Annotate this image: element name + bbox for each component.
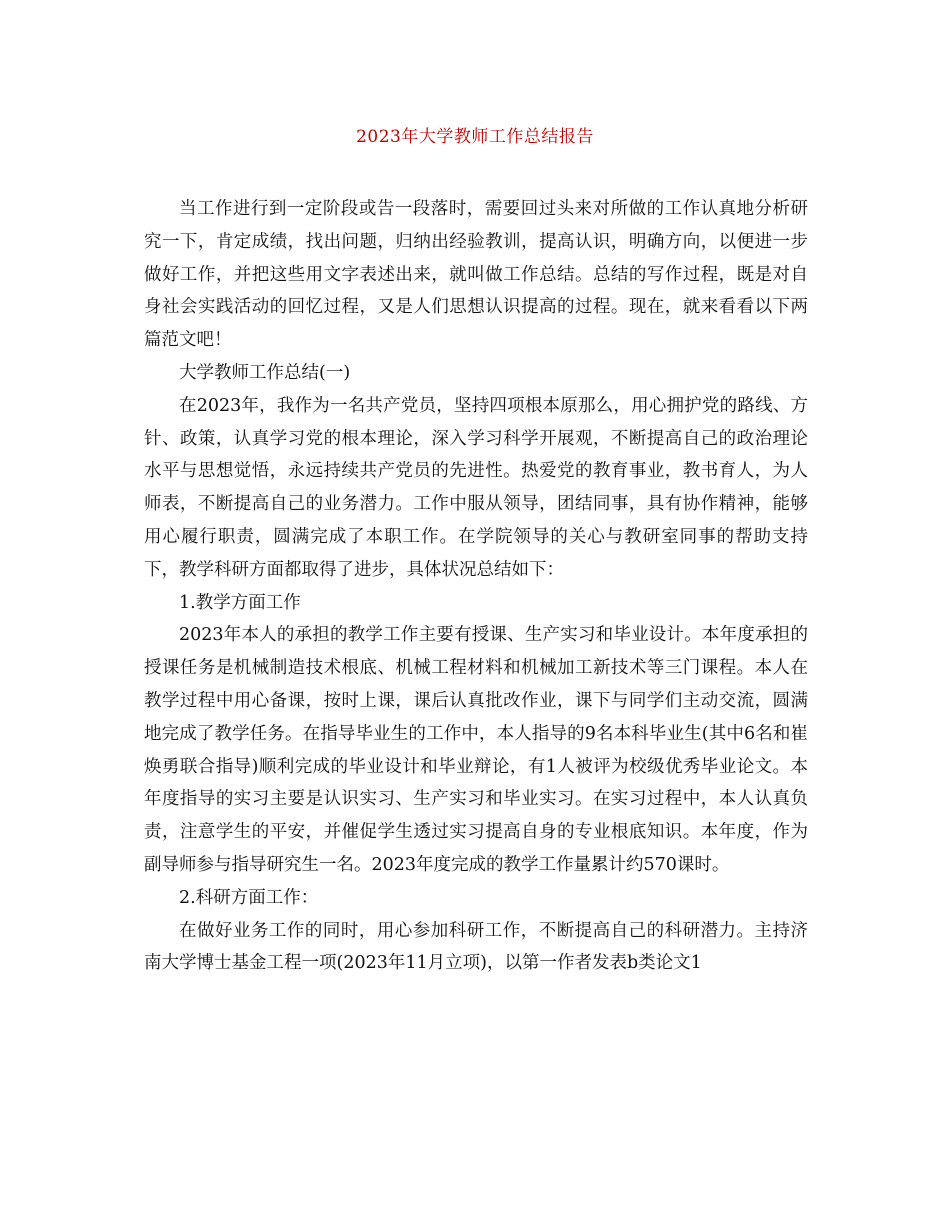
document-body (144, 193, 808, 980)
document-title: 2023年大学教师工作总结报告 (356, 127, 594, 147)
intro-paragraph: 当工作进行到一定阶段或告一段落时，需要回过头来对所做的工作认真地分析研究一下，肯定成绩，找出问题，归纳出经验教训，提高认识，明确方向，以便进一步做好工作，并把这些用文字表述出来，就叫做工作总结。总结的写作过程，既是对自身社会实践活动的回忆过程，又是人们思想认识提高的过程。现在，就来看看以下两篇范文吧！ (144, 199, 808, 351)
section-heading-research: 2.科研方面工作： (179, 887, 319, 908)
paragraph-research: 在做好业务工作的同时，用心参加科研工作，不断提高自己的科研潜力。主持济南大学博士基金工程一项(2023年11月立项)，以第一作者发表b类论文1 (144, 920, 808, 974)
paragraph-teaching: 2023年本人的承担的教学工作主要有授课、生产实习和毕业设计。本年度承担的授课任务是机械制造技术根底、机械工程材料和机械加工新技术等三门课程。本人在教学过程中用心备课，按时上课，课后认真批改作业，课下与同学们主动交流，圆满地完成了教学任务。在指导毕业生的工作中，本人指导的9名本科毕业生(其中6名和崔焕勇联合指导)顺利完成的毕业设计和毕业辩论，有1人被评为校级优秀毕业论文。本年度指导的实习主要是认识实习、生产实习和毕业实习。在实习过程中，本人认真负责，注意学生的平安，并催促学生透过实习提高自身的专业根底知识。本年度，作为副导师参与指导研究生一名。2023年度完成的教学工作量累计约570课时。 (144, 625, 808, 875)
section-heading-summary-one: 大学教师工作总结(一) (179, 362, 351, 383)
paragraph-political: 在2023年，我作为一名共产党员，坚持四项根本原那么，用心拥护党的路线、方针、政策，认真学习党的根本理论，深入学习科学开展观，不断提高自己的政治理论水平与思想觉悟，永远持续共产党员的先进性。热爱党的教育事业，教书育人，为人师表，不断提高自己的业务潜力。工作中服从领导，团结同事，具有协作精神，能够用心履行职责，圆满完成了本职工作。在学院领导的关心与教研室同事的帮助支持下，教学科研方面都取得了进步，具体状况总结如下： (144, 395, 808, 580)
section-heading-teaching: 1.教学方面工作 (179, 592, 301, 613)
